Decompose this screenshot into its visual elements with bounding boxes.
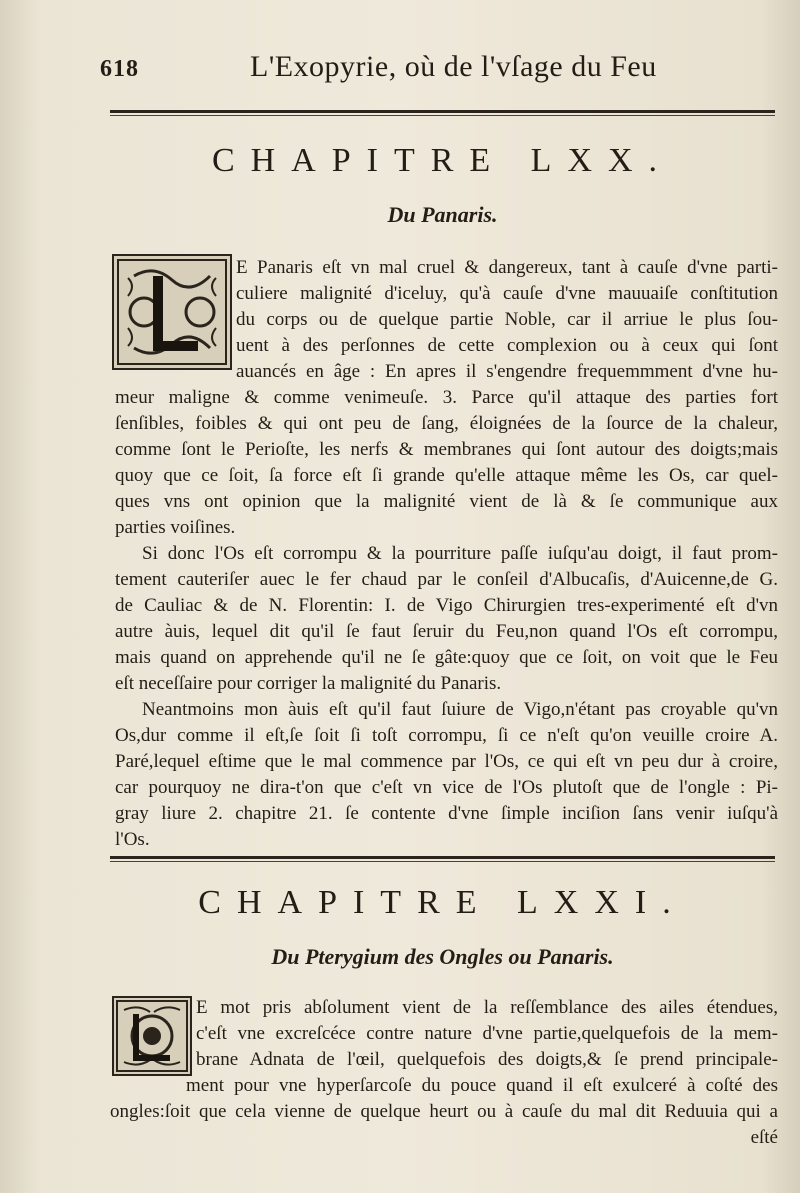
text-line: meur maligne & comme venimeuſe. 3. Parce qu'il attaque des parties fort xyxy=(115,387,778,408)
text-line: E mot pris abſolument vient de la reſſemblance des ailes étendues, xyxy=(196,997,778,1018)
chapter-subtitle: Du Pterygium des Ongles ou Panaris. xyxy=(271,944,614,969)
text-line: du corps ou de quelque partie Noble, car il arriue le plus ſou- xyxy=(236,309,778,330)
text-line: mais quand on apprehende qu'il ne ſe gâte:quoy que ce ſoit, on voit que le Feu xyxy=(115,647,778,668)
text-line: car pourquoy ne dira-t'on que c'eſt vn vice de l'Os plutoſt que de l'ongle : Pi- xyxy=(115,777,778,798)
text-line: E Panaris eſt vn mal cruel & dangereux, tant à cauſe d'vne parti- xyxy=(236,257,778,278)
text-line: auancés en âge : En apres il s'engendre frequemmment d'vne hu- xyxy=(236,361,778,382)
text-line: brane Adnata de l'œil, quelquefois des doigts,& ſe prend principale- xyxy=(196,1049,778,1070)
text-line: autre àuis, lequel dit qu'il ſe faut ſeruir du Feu,non quand l'Os eſt corrompu, xyxy=(115,621,778,642)
text-line: Paré,lequel eſtime que le mal commence par l'Os, ce qui eſt vn peu dur à croire, xyxy=(115,751,778,772)
running-head: L'Exopyrie, où de l'vſage du Feu xyxy=(250,50,657,83)
text-line: comme ſont le Perioſte, les nerfs & membranes qui ſont autour des doigts;mais xyxy=(115,439,778,460)
text-line: ques vns ont opinion que la malignité vient de là & ſe communique aux xyxy=(115,491,778,512)
text-line: ment pour vne hyperſarcoſe du pouce quand il eſt exulceré à coſté des xyxy=(186,1075,778,1096)
text-line: Si donc l'Os eſt corrompu & la pourriture paſſe iuſqu'au doigt, il faut prom- xyxy=(142,543,778,564)
text-line: uent à des perſonnes de cette complexion ou à ceux qui ſont xyxy=(236,335,778,356)
text-line: ſenſibles, foibles & qui ont peu de ſang, éloignées de la ſource de la chaleur, xyxy=(115,413,778,434)
text-line: Os,dur comme il eſt,ſe ſoit ſi toſt corrompu, ſi ce n'eſt qu'on veuille croire A. xyxy=(115,725,778,746)
text-line: l'Os. xyxy=(115,829,150,850)
page-number: 618 xyxy=(100,56,139,82)
ornamental-initial-l-icon xyxy=(112,996,192,1076)
chapter-title: CHAPITRE LXX. xyxy=(211,142,674,179)
text-line: Neantmoins mon àuis eſt qu'il faut ſuiure de Vigo,n'étant pas croyable qu'vn xyxy=(142,699,778,720)
text-line: eſt neceſſaire pour corriger la malignité du Panaris. xyxy=(115,673,502,694)
header-rule xyxy=(110,110,775,113)
section-rule xyxy=(110,856,775,859)
chapter-subtitle: Du Panaris. xyxy=(387,202,498,227)
text-line: de Cauliac & de N. Florentin: I. de Vigo Chirurgien tres-experimenté eſt d'vn xyxy=(115,595,778,616)
chapter-title: CHAPITRE LXXI. xyxy=(198,884,687,921)
page-header xyxy=(100,48,770,98)
catchword: eſté xyxy=(750,1127,778,1148)
text-line: quoy que ce ſoit, ſa force eſt ſi grande qu'elle attaque même les Os, car quel- xyxy=(115,465,778,486)
text-line: tement cauteriſer auec le fer chaud par le conſeil d'Albucaſis, d'Auicenne,de G. xyxy=(115,569,778,590)
text-line: ongles:ſoit que cela vienne de quelque heurt ou à cauſe du mal dit Reduuia qui a xyxy=(110,1101,778,1122)
text-line: culiere malignité d'iceluy, qu'à cauſe d'vne mauuaiſe conſtitution xyxy=(236,283,778,304)
text-line: gray liure 2. chapitre 21. ſe contente d'vne ſimple inciſion ſans venir iuſqu'à xyxy=(115,803,778,824)
text-line: c'eſt vne excreſcéce contre nature d'vne partie,quelquefois de la mem- xyxy=(196,1023,778,1044)
ornamental-initial-l-icon xyxy=(112,254,232,370)
text-line: parties voiſines. xyxy=(115,517,236,538)
